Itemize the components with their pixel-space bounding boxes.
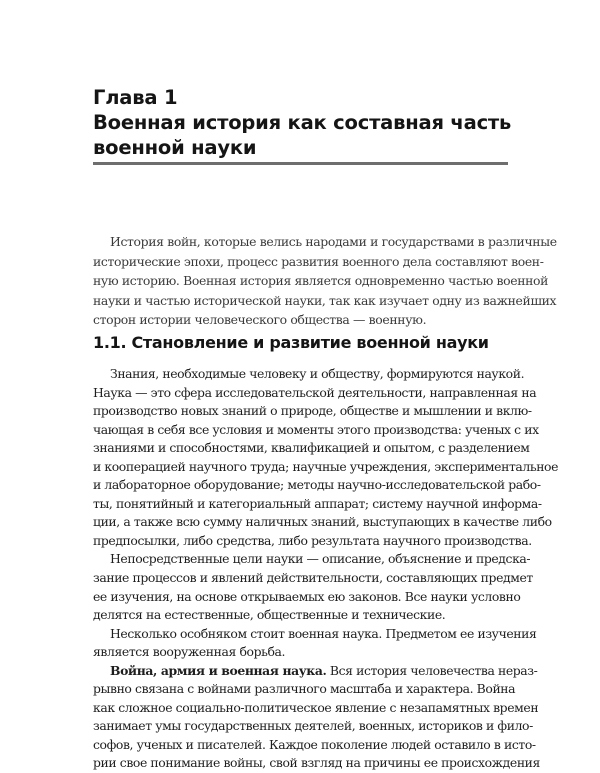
chapter-label: Глава 1 bbox=[93, 86, 178, 109]
paragraph-line: рывно связана с войнами различного масштаба и характера. Война bbox=[93, 681, 516, 697]
paragraph-line bbox=[93, 662, 538, 681]
paragraph-line: зание процессов и явлений действительности, составляющих предмет bbox=[93, 570, 533, 586]
section-title: 1.1. Становление и развитие военной науки bbox=[93, 333, 489, 352]
intro-line: науки и частью исторической науки, так как изучает одну из важнейших bbox=[93, 292, 557, 308]
paragraph-line: Непосредственные цели науки — описание, объяснение и предска- bbox=[110, 551, 531, 567]
paragraph-line: рии свое понимание войны, свой взгляд на причины ее происхождения bbox=[93, 755, 540, 771]
paragraph-line-rest: Вся история человечества нераз- bbox=[326, 662, 538, 678]
intro-line: исторические эпохи, процесс развития военного дела составляют воен- bbox=[93, 253, 544, 269]
paragraph-line: Несколько особняком стоит военная наука. Предметом ее изучения bbox=[110, 625, 537, 641]
paragraph-line: предпосылки, либо средства, либо результата научного производства. bbox=[93, 532, 532, 548]
paragraph-line: чающая в себя все условия и моменты этого производства: ученых с их bbox=[93, 421, 539, 437]
paragraph-line: и кооперацией научного труда; научные учреждения, экспериментальное bbox=[93, 458, 559, 474]
paragraph-line: ции, а также всю сумму наличных знаний, выступающих в качестве либо bbox=[93, 514, 552, 530]
paragraph-line: является вооруженная борьба. bbox=[93, 644, 286, 660]
paragraph-line: Наука — это сфера исследовательской деятельности, направленная на bbox=[93, 384, 537, 400]
paragraph-bold-lead: Война, армия и военная наука. bbox=[110, 662, 327, 678]
intro-line: История войн, которые велись народами и государствами в различные bbox=[110, 234, 557, 249]
paragraph-line: и лабораторное оборудование; методы научно-исследовательской рабо- bbox=[93, 477, 541, 493]
paragraph-line: производство новых знаний о природе, обществе и мышлении и вклю- bbox=[93, 403, 532, 419]
paragraph-line: знаниями и способностями, квалификацией и опытом, с разделением bbox=[93, 440, 530, 456]
body-text bbox=[93, 365, 559, 773]
paragraph-line: ты, понятийный и категориальный аппарат; систему научной информа- bbox=[93, 495, 542, 511]
paragraph-line: делятся на естественные, общественные и технические. bbox=[93, 607, 446, 623]
paragraph-line: занимает умы государственных деятелей, военных, историков и фило- bbox=[93, 718, 533, 734]
chapter-intro bbox=[93, 232, 557, 330]
paragraph-line: софов, ученых и писателей. Каждое поколение людей оставило в исто- bbox=[93, 736, 536, 752]
chapter-title-line: Военная история как составная часть bbox=[93, 111, 512, 134]
heading-divider bbox=[93, 162, 508, 165]
chapter-title-line: военной науки bbox=[93, 136, 257, 159]
paragraph-line: ее изучения, на основе открываемых ею законов. Все науки условно bbox=[93, 588, 521, 604]
paragraph-line: Знания, необходимые человеку и обществу, формируются наукой. bbox=[110, 366, 525, 381]
paragraph-line: как сложное социально-политическое явление с незапамятных времен bbox=[93, 699, 539, 715]
chapter-heading bbox=[93, 85, 563, 160]
intro-line: сторон истории человеческого общества — военную. bbox=[93, 312, 427, 328]
intro-line: ную историю. Военная история является одновременно частью военной bbox=[93, 273, 549, 289]
